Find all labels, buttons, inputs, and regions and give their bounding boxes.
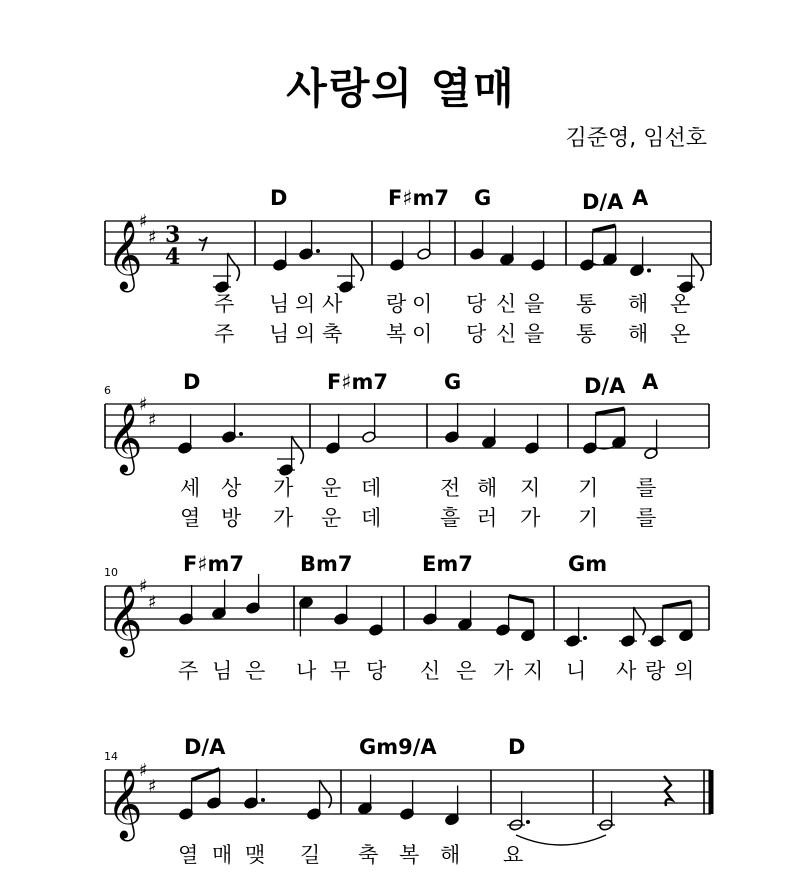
- chord-symbol: Em7: [422, 552, 473, 576]
- lyric-syllable: 랑: [645, 659, 666, 683]
- lyric-syllable: 맺: [245, 843, 266, 867]
- chord-symbol: D/A: [184, 735, 226, 759]
- lyric-syllable: 을: [524, 292, 545, 316]
- measure-number: 6: [104, 384, 111, 397]
- lyric-syllable: 지: [523, 659, 544, 683]
- dot-icon: [261, 798, 265, 802]
- sharp-icon: ♯: [139, 211, 148, 232]
- note-flag: [352, 253, 364, 281]
- note-flag: [692, 253, 704, 281]
- lyric-syllable: 열: [178, 843, 199, 867]
- chord-symbol: G: [444, 370, 462, 394]
- lyric-syllable: 데: [361, 476, 382, 500]
- dot-icon: [316, 249, 320, 253]
- lyric-syllable: 복: [386, 322, 407, 346]
- chord-symbol: D: [508, 735, 526, 759]
- lyric-syllable: 기: [578, 476, 599, 500]
- lyric-syllable: 방: [221, 506, 242, 530]
- chord-symbol: Gm9/A: [359, 735, 437, 759]
- sharp-icon: ♯: [148, 227, 157, 248]
- lyric-syllable: 은: [456, 659, 477, 683]
- lyric-syllable: 해: [440, 843, 461, 867]
- lyric-syllable: 니: [566, 659, 587, 683]
- composer-credit: 김준영, 임선호: [565, 126, 707, 151]
- lyric-syllable: 의: [674, 659, 695, 683]
- lyric-syllable: 님: [269, 292, 290, 316]
- note-flag: [634, 607, 646, 635]
- lyric-syllable: 이: [412, 322, 433, 346]
- lyric-syllable: 상: [221, 476, 242, 500]
- lyric-syllable: 당: [466, 292, 487, 316]
- lyric-syllable: 해: [628, 322, 649, 346]
- lyric-syllable: 축: [322, 322, 343, 346]
- chord-symbol: D/A: [582, 190, 624, 214]
- chord-symbol: D: [270, 186, 288, 210]
- lyric-syllable: 기: [578, 506, 599, 530]
- note-flag: [292, 436, 304, 464]
- lyric-syllable: 주: [178, 659, 199, 683]
- chord-symbol: Bm7: [300, 552, 353, 576]
- dot-icon: [583, 636, 587, 640]
- lyric-syllable: 온: [670, 292, 691, 316]
- chord-symbol: A: [642, 370, 659, 394]
- lyric-syllable: 축: [358, 843, 379, 867]
- lyric-syllable: 를: [636, 506, 657, 530]
- lyric-syllable: 신: [420, 659, 441, 683]
- lyric-syllable: 복: [399, 843, 420, 867]
- time-signature-bottom: 4: [165, 244, 181, 270]
- lyric-syllable: 주: [214, 292, 235, 316]
- lyric-syllable: 세: [180, 476, 201, 500]
- chord-symbol: D/A: [584, 374, 626, 398]
- chord-symbol: F♯m7: [388, 186, 450, 210]
- lyric-syllable: 당: [466, 322, 487, 346]
- sharp-icon: ♯: [139, 760, 148, 781]
- song-title: 사랑의 열매: [286, 64, 516, 113]
- lyric-syllable: 를: [636, 476, 657, 500]
- measure-number: 14: [104, 750, 118, 763]
- lyric-syllable: 흘: [440, 506, 461, 530]
- lyric-syllable: 요: [503, 843, 524, 867]
- lyric-syllable: 통: [576, 292, 597, 316]
- lyric-syllable: 가: [273, 506, 294, 530]
- sharp-icon: ♯: [148, 592, 157, 613]
- chord-symbol: D: [183, 370, 201, 394]
- sharp-icon: ♯: [148, 776, 157, 797]
- tie: [516, 835, 606, 845]
- sharp-icon: ♯: [139, 576, 148, 597]
- chord-symbol: F♯m7: [327, 370, 389, 394]
- chord-symbol: F♯m7: [183, 552, 245, 576]
- chord-symbol: G: [474, 186, 492, 210]
- note-beam: [663, 602, 692, 608]
- lyric-syllable: 해: [628, 292, 649, 316]
- measure-number: 10: [104, 566, 118, 579]
- lyric-syllable: 신: [496, 322, 517, 346]
- lyric-syllable: 이: [412, 292, 433, 316]
- lyric-syllable: 운: [321, 476, 342, 500]
- lyric-syllable: 님: [269, 322, 290, 346]
- lyric-syllable: 은: [245, 659, 266, 683]
- note-flag: [320, 780, 332, 808]
- treble-clef-icon: 𝄞: [107, 769, 143, 839]
- sharp-icon: ♯: [148, 410, 157, 431]
- lyric-syllable: 사: [616, 659, 637, 683]
- time-signature-top: 3: [165, 222, 181, 248]
- lyric-syllable: 을: [524, 322, 545, 346]
- chord-symbol: Gm: [568, 552, 608, 576]
- lyric-syllable: 지: [520, 476, 541, 500]
- note-beam: [596, 409, 625, 415]
- lyric-syllable: 나: [296, 659, 317, 683]
- lyric-syllable: 매: [212, 843, 233, 867]
- treble-clef-icon: 𝄞: [107, 220, 143, 290]
- eighth-rest-icon: [199, 237, 207, 251]
- lyric-syllable: 러: [477, 506, 498, 530]
- chord-symbol: A: [632, 186, 649, 210]
- lyric-syllable: 열: [180, 506, 201, 530]
- lyric-syllable: 당: [366, 659, 387, 683]
- dot-icon: [526, 820, 530, 824]
- lyric-syllable: 가: [273, 476, 294, 500]
- sharp-icon: ♯: [139, 394, 148, 415]
- lyric-syllable: 가: [493, 659, 514, 683]
- lyric-syllable: 통: [576, 322, 597, 346]
- note-beam: [192, 769, 220, 780]
- dot-icon: [239, 432, 243, 436]
- lyric-syllable: 전: [440, 476, 461, 500]
- lyric-syllable: 의: [295, 292, 316, 316]
- note-beam: [593, 226, 616, 232]
- lyric-syllable: 의: [295, 322, 316, 346]
- lyric-syllable: 신: [496, 292, 517, 316]
- lyric-syllable: 길: [300, 843, 321, 867]
- lyric-syllable: 랑: [386, 292, 407, 316]
- lyric-syllable: 운: [321, 506, 342, 530]
- lyric-syllable: 데: [361, 506, 382, 530]
- lyric-syllable: 사: [322, 292, 343, 316]
- dot-icon: [647, 269, 651, 273]
- lyric-syllable: 온: [670, 322, 691, 346]
- lyric-syllable: 무: [330, 659, 351, 683]
- treble-clef-icon: 𝄞: [107, 585, 143, 655]
- lyric-syllable: 가: [520, 506, 541, 530]
- lyric-syllable: 주: [214, 322, 235, 346]
- lyric-syllable: 해: [477, 476, 498, 500]
- note-flag: [228, 253, 240, 281]
- lyric-syllable: 님: [212, 659, 233, 683]
- treble-clef-icon: 𝄞: [107, 403, 143, 473]
